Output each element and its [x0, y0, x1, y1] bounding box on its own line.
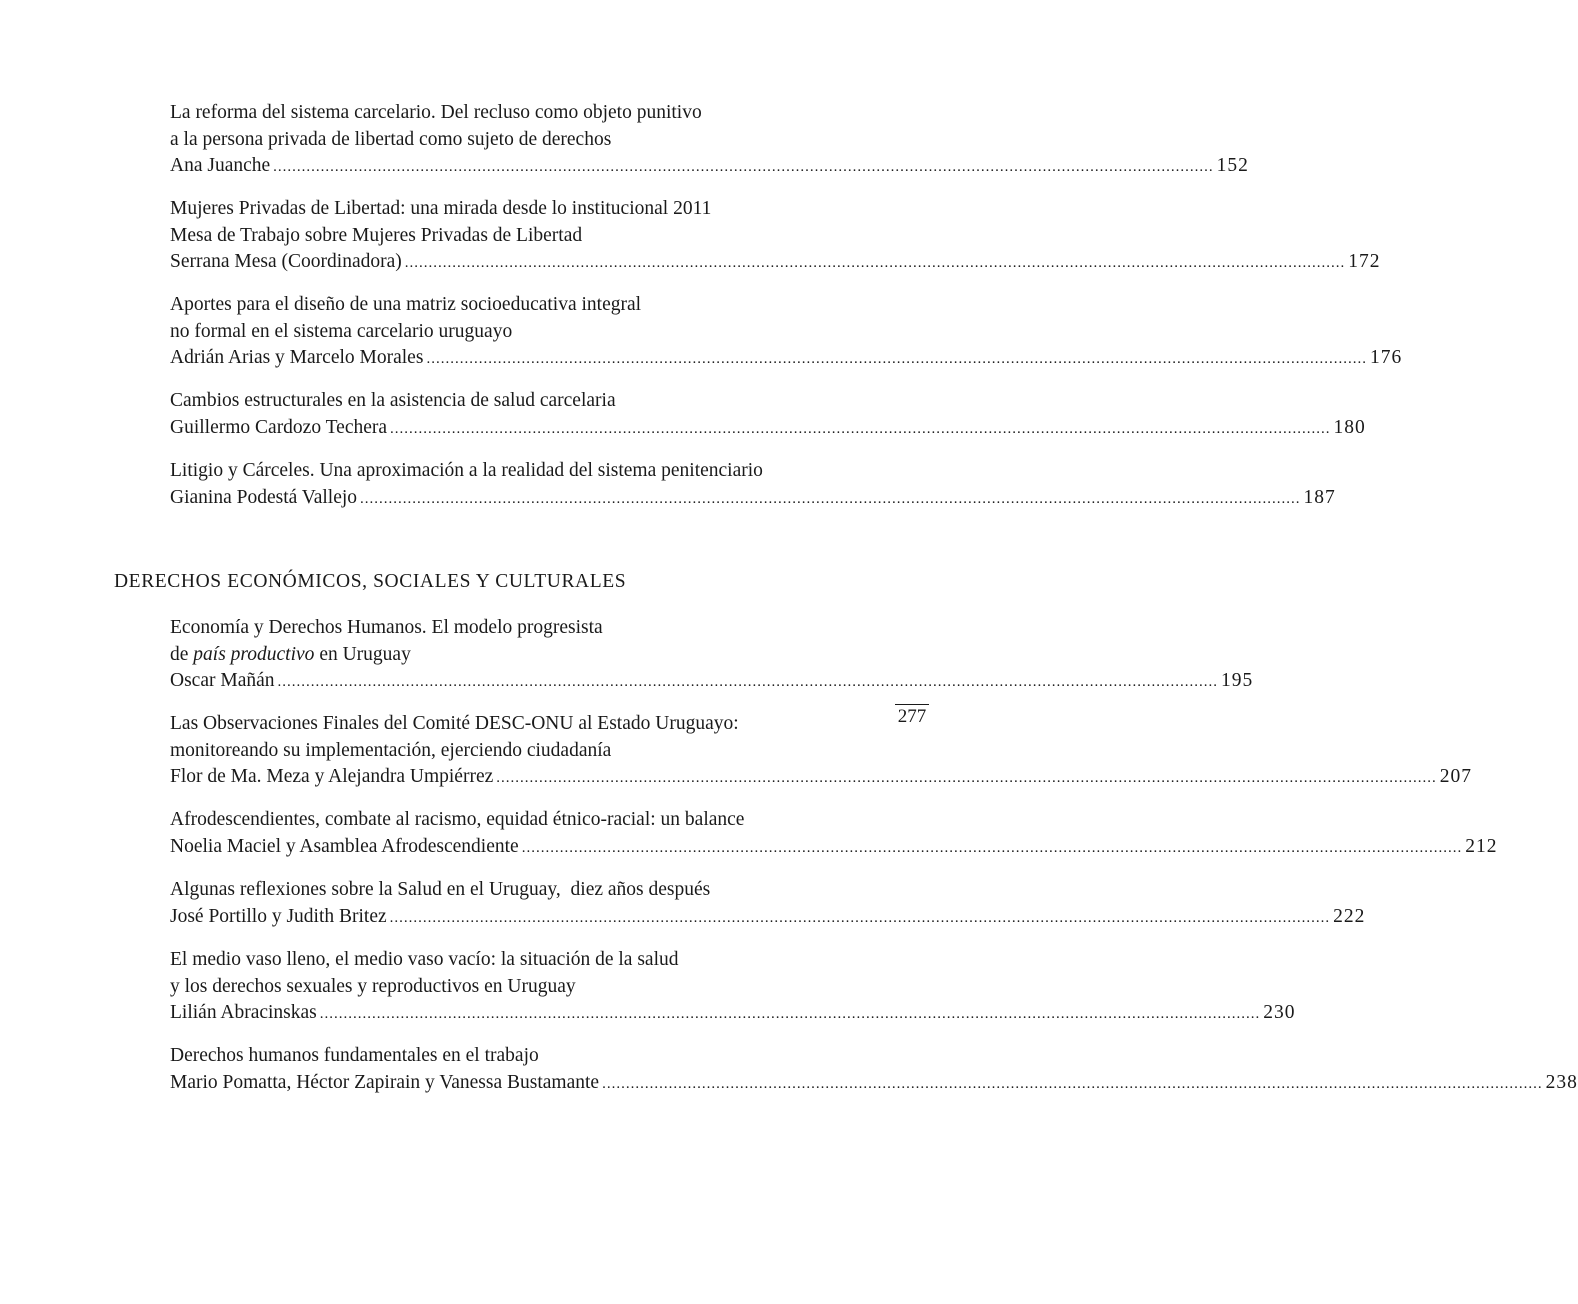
entry-page-number: 195: [1221, 670, 1254, 691]
entry-author-row: [170, 249, 1381, 277]
toc-entry: [170, 947, 1296, 1028]
dot-leader: ......................................................................................................................................................................................................: [426, 351, 1367, 367]
dot-leader: ......................................................................................................................................................................................................: [521, 839, 1463, 856]
entry-title-line: monitoreando su implementación, ejerciendo ciudadanía: [170, 739, 612, 761]
entry-title-line: Cambios estructurales en la asistencia de salud carcelaria: [170, 390, 616, 411]
toc-entry: [170, 388, 1366, 442]
entry-author-row: [170, 904, 1366, 932]
title-text: en Uruguay: [314, 643, 411, 665]
entry-title-line: Litigio y Cárceles. Una aproximación a la realidad del sistema penitenciario: [170, 460, 763, 481]
dot-leader: ......................................................................................................................................................................................................: [496, 770, 1437, 786]
section-heading: DERECHOS ECONÓMICOS, SOCIALES Y CULTURALES: [114, 571, 627, 592]
entry-page-number: 238: [1545, 1071, 1578, 1093]
entry-page-number: 212: [1465, 835, 1498, 857]
entry-author-row: [170, 415, 1366, 443]
entry-author-row: [170, 834, 1498, 862]
entry-title-line: El medio vaso lleno, el medio vaso vacío: la situación de la salud: [170, 949, 679, 970]
entry-page-number: 176: [1369, 347, 1403, 368]
toc-entry: [170, 615, 1254, 696]
dot-leader: ......................................................................................................................................................................................................: [360, 490, 1301, 507]
entry-title-line: [170, 642, 862, 669]
toc-entry: [170, 1043, 1578, 1097]
entry-page-number: 172: [1348, 251, 1381, 272]
entry-page-number: 152: [1216, 155, 1249, 176]
entry-author-row: [170, 1070, 1578, 1098]
toc-entry: [170, 196, 1381, 277]
entry-title-line: a la persona privada de libertad como sujeto de derechos: [170, 128, 612, 150]
entry-title-line: Aportes para el diseño de una matriz socioeducativa integral: [170, 294, 642, 315]
entry-author: Noelia Maciel y Asamblea Afrodescendiente: [170, 835, 519, 857]
entry-page-number: 222: [1333, 905, 1366, 927]
entry-title-line: Algunas reflexiones sobre la Salud en el Uruguay, diez años después: [170, 879, 711, 900]
entry-author: Adrián Arias y Marcelo Morales: [170, 347, 424, 368]
entry-author: Lilián Abracinskas: [170, 1002, 317, 1023]
entry-author-row: [170, 485, 1336, 513]
dot-leader: ......................................................................................................................................................................................................: [389, 909, 1331, 926]
entry-page-number: 230: [1263, 1002, 1296, 1023]
entry-author: Gianina Podestá Vallejo: [170, 486, 358, 508]
entry-title-line: no formal en el sistema carcelario uruguayo: [170, 320, 513, 342]
entry-page-number: 187: [1303, 486, 1336, 508]
entry-title-line: Las Observaciones Finales del Comité DESC-ONU al Estado Uruguayo:: [170, 713, 739, 734]
entry-author: Oscar Mañán: [170, 670, 275, 691]
entry-author-row: [170, 345, 1403, 373]
entry-title-line: y los derechos sexuales y reproductivos en Uruguay: [170, 975, 576, 997]
entry-author: José Portillo y Judith Britez: [170, 905, 387, 927]
entry-title-line: Mesa de Trabajo sobre Mujeres Privadas de Libertad: [170, 224, 583, 246]
dot-leader: ......................................................................................................................................................................................................: [277, 674, 1218, 690]
entry-author-row: [170, 1000, 1296, 1028]
entry-author: Flor de Ma. Meza y Alejandra Umpiérrez: [170, 766, 494, 787]
toc-entry: [170, 100, 1249, 181]
entry-title-line: Afrodescendientes, combate al racismo, equidad étnico-racial: un balance: [170, 809, 745, 830]
entry-page-number: 180: [1333, 416, 1366, 438]
entry-author: Guillermo Cardozo Techera: [170, 416, 388, 438]
entry-author-row: [170, 153, 1249, 181]
entry-author: Ana Juanche: [170, 155, 271, 176]
entry-author-row: [170, 764, 1473, 792]
entry-author-row: [170, 668, 1254, 696]
dot-leader: ......................................................................................................................................................................................................: [390, 420, 1331, 437]
dot-leader: ......................................................................................................................................................................................................: [273, 159, 1214, 175]
entry-title-line: La reforma del sistema carcelario. Del recluso como objeto punitivo: [170, 102, 702, 123]
toc-entry: [170, 292, 1403, 373]
dot-leader: ......................................................................................................................................................................................................: [602, 1075, 1543, 1092]
entry-author: Serrana Mesa (Coordinadora): [170, 251, 402, 272]
dot-leader: ......................................................................................................................................................................................................: [319, 1006, 1261, 1022]
title-text: de: [170, 643, 194, 665]
title-italic-text: país productivo: [193, 643, 315, 665]
entry-author: Mario Pomatta, Héctor Zapirain y Vanessa Bustamante: [170, 1071, 600, 1093]
toc-entry: [170, 807, 1498, 861]
entry-title-line: Derechos humanos fundamentales en el trabajo: [170, 1045, 539, 1066]
dot-leader: ......................................................................................................................................................................................................: [404, 255, 1346, 271]
entry-title-line: Mujeres Privadas de Libertad: una mirada desde lo institucional 2011: [170, 198, 712, 219]
toc-entry: [170, 877, 1366, 931]
entry-page-number: 207: [1439, 766, 1473, 787]
entry-title-line: Economía y Derechos Humanos. El modelo progresista: [170, 617, 603, 638]
toc-entry: [170, 458, 1336, 512]
folio-page-number: 277: [897, 706, 927, 727]
